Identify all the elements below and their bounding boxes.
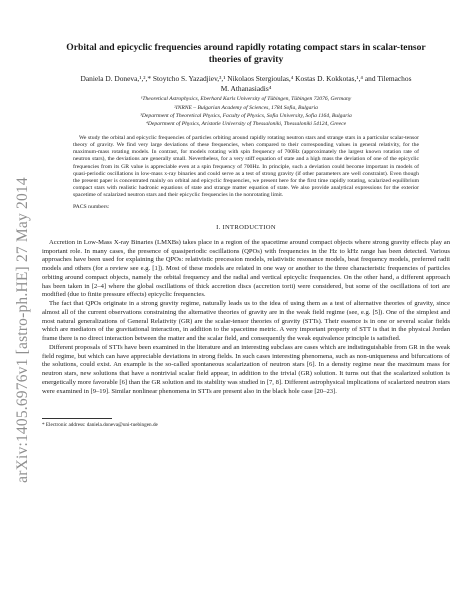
affiliation: ³Department of Theoretical Physics, Faculty of Physics, Sofia University, Sofia 1164, Bulgaria [140,113,352,119]
body-paragraph: Different proposals of STTs have been examined in the literature and an interesting subclass are cases which are indistinguishable from GR in the weak field regime, but which can have appreciable deviations in strong fields. In such cases interesting phenomena, such as non-uniqueness and bifurcations of the solutions, could exist. An example is the so-called spontaneous scalarization of neutron stars [6]. In a density regime near the maximum mass for neutron stars, new solutions that have a nontrivial scalar field appear, in addition to the trivial (GR) solution. It turns out that the scalarized solution is energetically more favorable [6] than the GR solution and its stability was studied in [7, 8]. Different astrophysical implications of scalarized neutron stars were examined in [9–19]. Similar nonlinear phenomena in STTs are present also in the black hole case [20–23]. [42,343,450,395]
body-paragraph: The fact that QPOs originate in a strong gravity regime, naturally leads us to the idea of using them as a test of alternative theories of gravity, since almost all of the current observations constraining the alternative theories of gravity are in the weak field regime (see, e.g. [5]). One of the simplest and most natural generalizations of General Relativity (GR) are the scalar-tensor theories of gravity (STTs). Their essence is in one or several scalar fields which are mediators of the gravitational interaction, in addition to the spacetime metric. A very important property of STT is that in the physical Jordan frame there is no direct interaction between the matter and the scalar field, and consequently the weak equivalence principle is satisfied. [42,300,450,343]
footnote: * Electronic address: daniela.doneva@uni-tuebingen.de [42,422,158,429]
body-text [42,239,450,397]
section-heading: I. INTRODUCTION [216,223,276,231]
paper-page [40,42,452,429]
arxiv-identifier: arXiv:1405.6976v1 [astro-ph.HE] 27 May 2014 [14,177,32,483]
pacs-numbers: PACS numbers: [73,203,110,210]
affiliation-block [40,96,452,129]
author-list: Daniela D. Doneva,¹,²,* Stoytcho S. Yazadjiev,³,¹ Nikolaos Stergioulas,⁴ Kostas D. Kokkotas,¹,⁴ and Tilemachos M. Athanasiadis⁴ [80,74,412,93]
paper-title: Orbital and epicyclic frequencies around rapidly rotating compact stars in scalar-tensor theories of gravity [66,42,426,65]
affiliation: ¹Theoretical Astrophysics, Eberhard Karls University of Tübingen, Tübingen 72076, Germany [140,96,352,103]
arxiv-identifier-stamp [8,120,38,540]
body-paragraph: Accretion in Low-Mass X-ray Binaries (LMXBs) takes place in a region of the spacetime around compact objects where strong gravity effects play an important role. In many cases, the presence of quasiperiodic oscillations (QPOs) with frequencies in the Hz to kHz range has been detected. Various approaches have been used for explaining the QPOs: relativistic precession models, relativistic resonance models, beat frequency models, preferred radii models and others (for a review see e.g. [1]). Most of these models are related in one way or another to the three characteristic frequencies of particles orbiting around compact objects, namely the orbital frequency and the radial and vertical epicyclic frequencies. On the other hand, a different approach has been taken in [2–4] where the global oscillations of thick accretion discs (accretion torii) were considered, but some of the oscillations of tori are modified (due to finite pressure effects) epicyclic frequencies. [42,238,450,299]
affiliation: ⁴Department of Physics, Aristotle University of Thessaloniki, Thessaloniki 54124, Greece [145,121,347,128]
affiliation: ²INRNE – Bulgarian Academy of Sciences, 1784 Sofia, Bulgaria [174,104,318,111]
footnote-rule [42,418,112,419]
abstract: We study the orbital and epicyclic frequencies of particles orbiting around rapidly rotating neutron stars and strange stars in a particular scalar-tensor theory of gravity. We find very large deviations of these frequencies, when compared to their corresponding values in general relativity, for the maximum-mass rotating models. In contrast, for models rotating with spin frequency of 700Hz (approximately the largest known rotation rate of neutron stars), the deviations are generally small. Nevertheless, for a very stiff equation of state and a high mass the deviation of one of the epicyclic frequencies from its GR value is appreciable even at a spin frequency of 700Hz. In principle, such a deviation could become important in models of quasi-periodic oscillations in low-mass x-ray binaries and could serve as a test of strong gravity (if other parameters are well constraint). Even though the present paper is concentrated mainly on orbital and epicyclic frequencies, we present here for the first time rapidly rotating, scalarized equilibrium compact stars with realistic hadronic equations of state and strange matter equation of state. We also provide analytical expressions for the exterior spacetime of scalarized neutron stars and their epicyclic frequencies in the nonrotating limit. [73,134,419,199]
